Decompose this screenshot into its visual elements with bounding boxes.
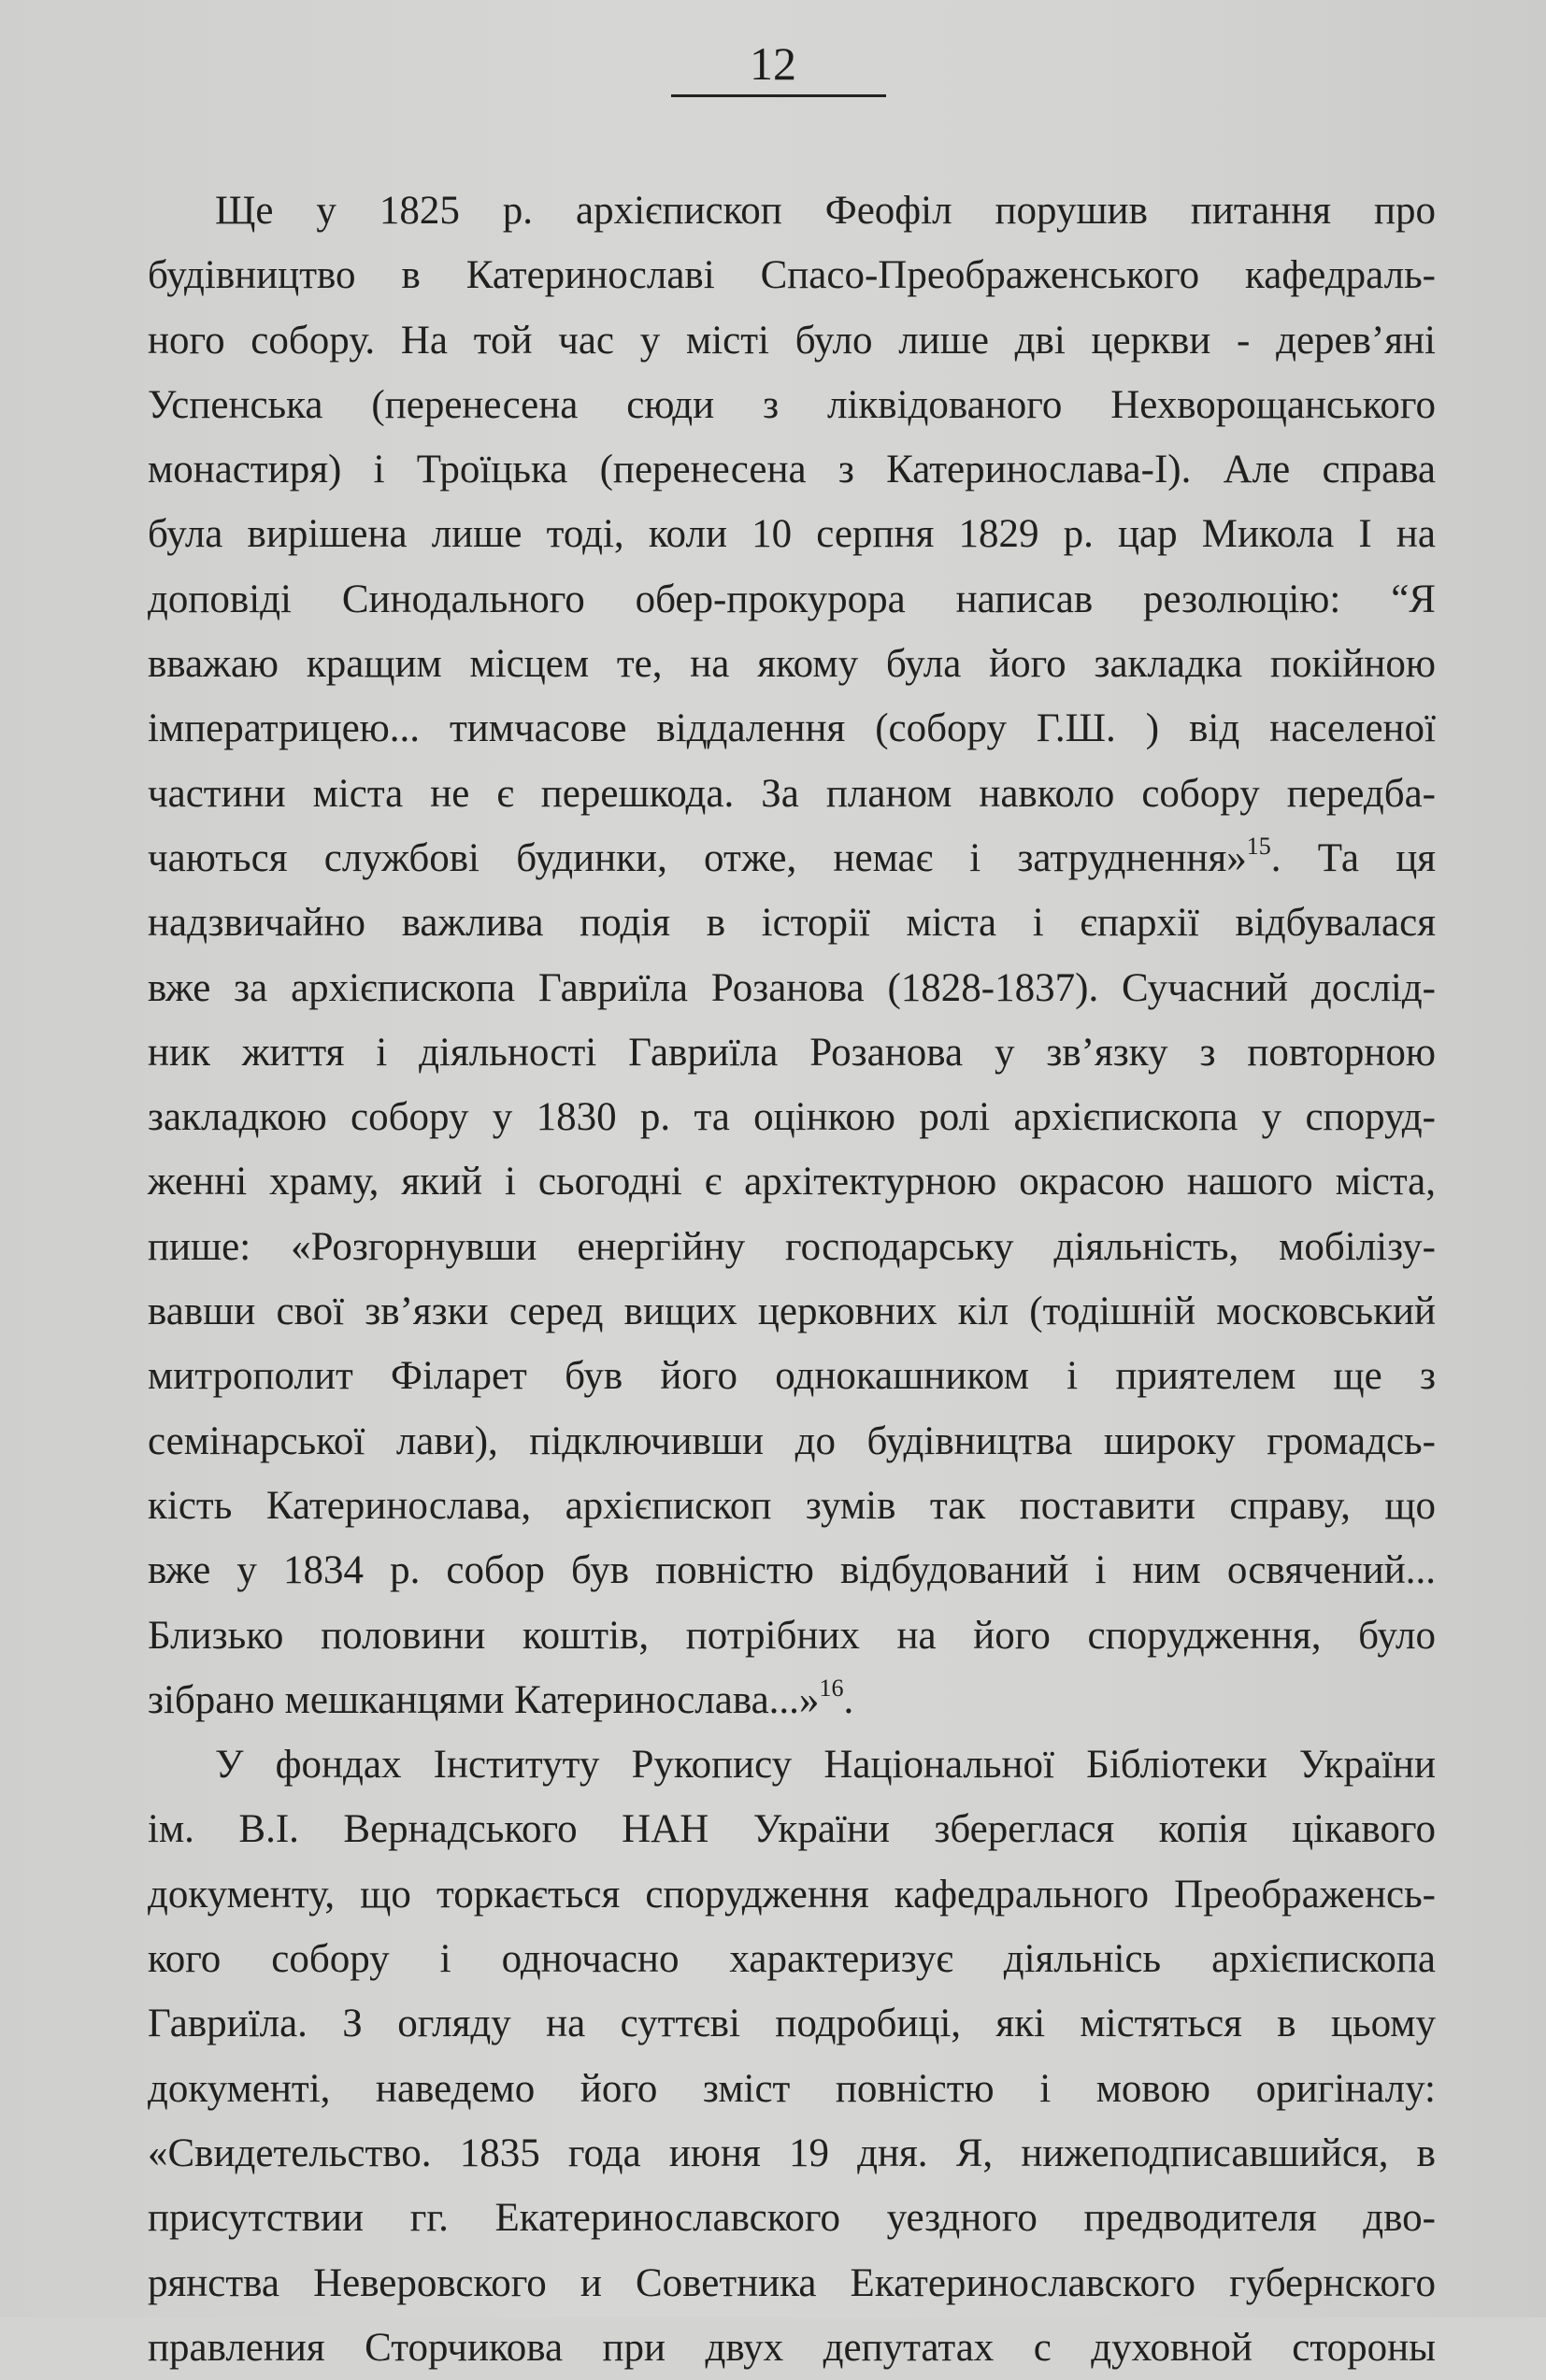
footnote-ref-16: 16 bbox=[819, 1674, 844, 1702]
text-line: вважаю кращим місцем те, на якому була його закладка покійною bbox=[148, 642, 1436, 687]
text-line: рянства Неверовского и Советника Екатеринославского губернского bbox=[148, 2260, 1436, 2305]
text-line: митрополит Філарет був його однокашником і приятелем ще з bbox=[148, 1354, 1436, 1399]
text-segment: зібрано мешканцями Катеринослава...» bbox=[148, 1677, 820, 1722]
text-line: кого собору і одночасно характеризує діяльнісь архієпископа bbox=[148, 1937, 1436, 1982]
text-line: семінарської лави), підключивши до будівництва широку громадсь- bbox=[148, 1418, 1436, 1463]
text-line-with-footnote bbox=[148, 1668, 1436, 1732]
text-line: документі, наведемо його зміст повністю і мовою оригіналу: bbox=[148, 2066, 1436, 2111]
text-line: була вирішена лише тоді, коли 10 серпня 1829 р. цар Микола І на bbox=[148, 512, 1436, 557]
page-number-rule bbox=[671, 94, 886, 97]
text-line: Ще у 1825 р. архієпископ Феофіл порушив питання про bbox=[215, 189, 1436, 233]
text-line: вже у 1834 р. собор був повністю відбудований і ним освячений... bbox=[148, 1548, 1436, 1593]
text-line: Успенська (перенесена сюди з ліквідованого Нехворощанського bbox=[148, 382, 1436, 427]
text-line: женні храму, який і сьогодні є архітектурною окрасою нашого міста, bbox=[148, 1160, 1436, 1204]
text-line: імператрицею... тимчасове віддалення (собору Г.Ш. ) від населеної bbox=[148, 706, 1436, 751]
text-line: пише: «Розгорнувши енергійну господарську діяльність, мобілізу- bbox=[148, 1224, 1436, 1269]
text-line: вже за архієпископа Гавриїла Розанова (1828-1837). Сучасний дослід- bbox=[148, 965, 1436, 1010]
text-line: ного собору. На той час у місті було лише дві церкви - дерев’яні bbox=[148, 318, 1436, 363]
text-line-with-footnote bbox=[148, 826, 1436, 891]
text-segment: . Та ця bbox=[1270, 835, 1437, 880]
text-line: У фондах Інституту Рукопису Національної Бібліотеки України bbox=[215, 1743, 1436, 1788]
text-line: документу, що торкається спорудження кафедрального Преображенсь- bbox=[148, 1872, 1436, 1917]
text-line: «Свидетельство. 1835 года июня 19 дня. Я, нижеподписавшийся, в bbox=[148, 2131, 1436, 2175]
text-line: доповіді Синодального обер-прокурора написав резолюцію: “Я bbox=[148, 577, 1436, 621]
text-line: монастиря) і Троїцька (перенесена з Катеринослава-І). Але справа bbox=[148, 448, 1436, 492]
text-line: ник життя і діяльності Гавриїла Розанова у зв’язку з повторною bbox=[148, 1030, 1436, 1075]
text-line: Близько половини коштів, потрібних на його спорудження, було bbox=[148, 1613, 1436, 1658]
text-line: надзвичайно важлива подія в історії міста і єпархії відбувалася bbox=[148, 901, 1436, 946]
text-segment: чаються службові будинки, отже, немає і затруднення» bbox=[148, 835, 1247, 880]
page-number: 12 bbox=[750, 37, 796, 90]
footnote-ref-15: 15 bbox=[1246, 832, 1271, 860]
text-line: Гавриїла. З огляду на суттєві подробиці, які містяться в цьому bbox=[148, 2002, 1436, 2046]
text-line: вавши свої зв’язки серед вищих церковних кіл (тодішній московський bbox=[148, 1290, 1436, 1334]
body-text bbox=[148, 178, 1436, 2380]
text-line: будівництво в Катеринославі Спасо-Преображенського кафедраль- bbox=[148, 253, 1436, 298]
text-segment: . bbox=[843, 1677, 854, 1722]
text-line: закладкою собору у 1830 р. та оцінкою ролі архієпископа у споруд- bbox=[148, 1095, 1436, 1140]
text-line: правления Сторчикова при двух депутатах с духовной стороны bbox=[148, 2325, 1436, 2370]
text-line: частини міста не є перешкода. За планом навколо собору передба- bbox=[148, 771, 1436, 816]
text-line: ім. В.І. Вернадського НАН України збереглася копія цікавого bbox=[148, 1807, 1436, 1852]
text-line: кість Катеринослава, архієпископ зумів так поставити справу, що bbox=[148, 1483, 1436, 1528]
text-line: присутствии гг. Екатеринославского уездного предводителя дво- bbox=[148, 2196, 1436, 2241]
